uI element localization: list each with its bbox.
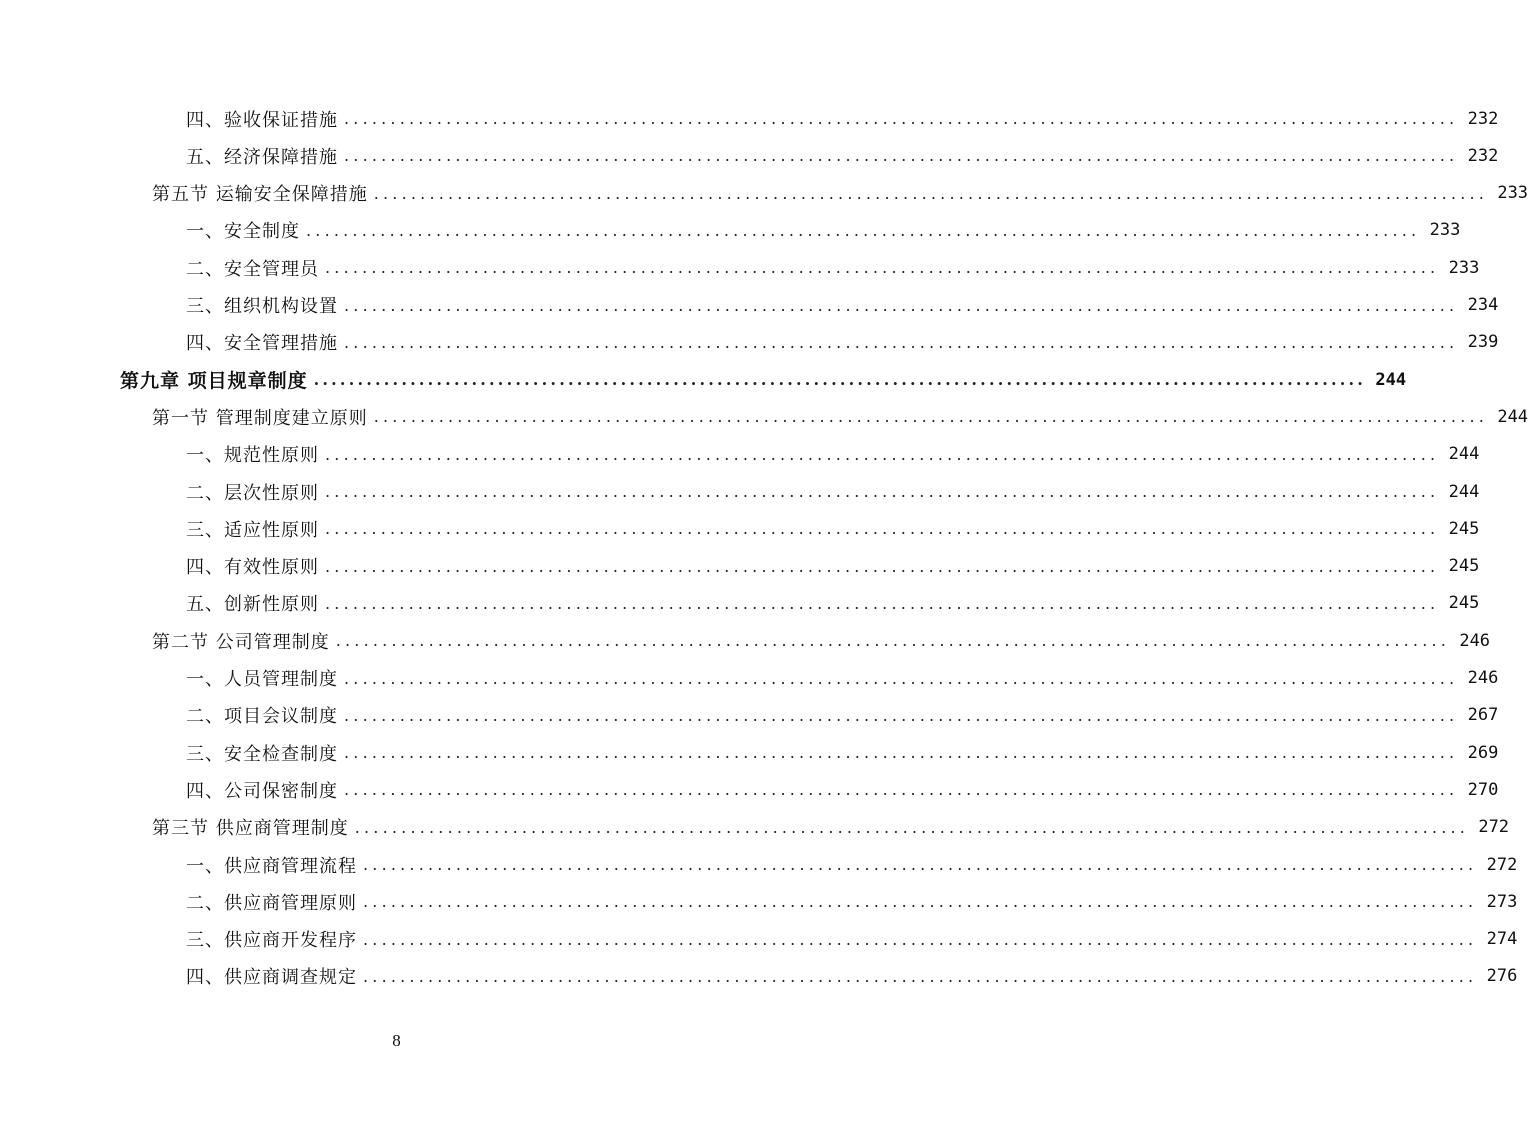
toc-item-entry[interactable] [186,212,1461,249]
toc-entry-label: 四、公司保密制度 [186,780,338,802]
toc-entry-page: 269 [1467,742,1499,763]
toc-item-entry[interactable] [186,100,1499,137]
toc-dot-leader: ........................................................................................................................ [344,668,1459,688]
toc-dot-leader: ........................................................................................................................ [325,482,1440,501]
toc-dot-leader: ........................................................................................................................ [363,966,1478,986]
toc-entry-label: 一、供应商管理流程 [186,855,357,877]
toc-section-entry[interactable] [152,622,1491,659]
toc-item-entry[interactable] [186,734,1499,771]
toc-entry-label: 四、验收保证措施 [186,109,338,131]
toc-entry-label: 三、组织机构设置 [186,296,338,317]
toc-entry-page: 239 [1467,332,1499,353]
toc-dot-leader: ........................................................................................................................ [344,146,1459,166]
toc-entry-page: 246 [1459,630,1491,651]
toc-dot-leader: ........................................................................................................................ [313,370,1367,390]
toc-entry-label: 第二节 公司管理制度 [152,631,330,653]
toc-item-entry[interactable] [186,771,1499,808]
toc-entry-label: 第三节 供应商管理制度 [152,818,349,840]
toc-entry-label: 三、安全检查制度 [186,743,338,765]
toc-item-entry[interactable] [186,287,1499,324]
toc-entry-page: 244 [1448,481,1480,502]
toc-dot-leader: ........................................................................................................................ [344,780,1459,800]
toc-entry-page: 272 [1486,854,1518,875]
toc-dot-leader: ........................................................................................................................ [354,817,1470,837]
toc-entry-label: 四、供应商调查规定 [186,967,357,989]
toc-dot-leader: ........................................................................................................................ [373,183,1489,203]
toc-entry-page: 245 [1448,518,1480,539]
toc-dot-leader: ........................................................................................................................ [306,220,1421,240]
toc-entry-page: 245 [1448,556,1480,577]
toc-dot-leader: ........................................................................................................................ [344,743,1459,763]
toc-entry-page: 276 [1486,966,1518,987]
toc-entry-page: 273 [1486,891,1518,912]
toc-entry-page: 272 [1478,817,1510,838]
toc-item-entry[interactable] [186,585,1480,622]
toc-entry-label: 三、供应商开发程序 [186,930,357,952]
toc-item-entry[interactable] [186,697,1499,734]
toc-entry-label: 二、项目会议制度 [186,706,338,728]
toc-dot-leader: ........................................................................................................................ [325,258,1440,278]
toc-item-entry[interactable] [186,846,1518,883]
toc-entry-label: 三、适应性原则 [186,519,319,541]
toc-dot-leader: ........................................................................................................................ [344,332,1459,352]
toc-item-entry[interactable] [186,436,1480,473]
toc-entry-label: 二、安全管理员 [186,258,319,280]
toc-entry-label: 四、安全管理措施 [186,333,338,355]
toc-entry-page: 246 [1467,668,1499,688]
toc-entry-page: 232 [1467,145,1499,166]
toc-entry-label: 一、规范性原则 [186,445,319,467]
toc-item-entry[interactable] [186,137,1499,174]
toc-item-entry[interactable] [186,958,1518,995]
toc-entry-label: 第五节 运输安全保障措施 [152,184,368,206]
toc-item-entry[interactable] [186,324,1499,361]
toc-dot-leader: ........................................................................................................................ [325,593,1440,613]
toc-entry-page: 267 [1467,705,1499,726]
toc-entry-label: 五、经济保障措施 [186,146,338,168]
toc-dot-leader: ........................................................................................................................ [373,407,1489,427]
toc-item-entry[interactable] [186,921,1518,958]
toc-entry-page: 233 [1448,257,1480,278]
toc-entry-label: 四、有效性原则 [186,557,319,579]
toc-section-entry[interactable] [152,175,1528,212]
toc-item-entry[interactable] [186,660,1499,697]
toc-item-entry[interactable] [186,249,1480,286]
toc-entry-label: 二、层次性原则 [186,482,319,504]
toc-entry-label: 一、人员管理制度 [186,669,338,690]
toc-chapter-entry[interactable] [120,361,1407,398]
toc-dot-leader: ........................................................................................................................ [363,892,1478,912]
toc-dot-leader: ........................................................................................................................ [325,519,1440,539]
toc-entry-page: 232 [1467,108,1499,129]
toc-entry-label: 第一节 管理制度建立原则 [152,407,368,429]
toc-entry-page: 270 [1467,779,1499,800]
toc-entry-page: 233 [1429,220,1461,241]
toc-dot-leader: ........................................................................................................................ [363,929,1478,949]
toc-item-entry[interactable] [186,473,1480,510]
toc-entry-label: 五、创新性原则 [186,594,319,616]
toc-item-entry[interactable] [186,548,1480,585]
toc-dot-leader: ........................................................................................................................ [363,855,1478,874]
page-number: 8 [392,1031,401,1050]
toc-entry-label: 一、安全制度 [186,221,300,243]
toc-section-entry[interactable] [152,398,1528,435]
toc-entry-page: 245 [1448,593,1480,614]
toc-entry-page: 274 [1486,929,1518,950]
toc-section-entry[interactable] [152,809,1510,846]
toc-entry-label: 第九章 项目规章制度 [120,370,308,393]
toc-dot-leader: ........................................................................................................................ [335,631,1451,651]
toc-entry-page: 244 [1497,406,1528,427]
toc-item-entry[interactable] [186,510,1480,547]
toc-dot-leader: ........................................................................................................................ [344,109,1459,128]
toc-dot-leader: ........................................................................................................................ [344,705,1459,725]
toc-dot-leader: ........................................................................................................................ [325,444,1440,464]
toc-entry-page: 244 [1375,369,1407,390]
toc-entry-page: 233 [1497,183,1528,204]
toc-dot-leader: ........................................................................................................................ [344,295,1459,315]
toc-entry-page: 244 [1448,444,1480,465]
toc-entry-label: 二、供应商管理原则 [186,892,357,914]
toc-item-entry[interactable] [186,883,1518,920]
toc-dot-leader: ........................................................................................................................ [325,556,1440,576]
toc-entry-page: 234 [1467,295,1499,315]
